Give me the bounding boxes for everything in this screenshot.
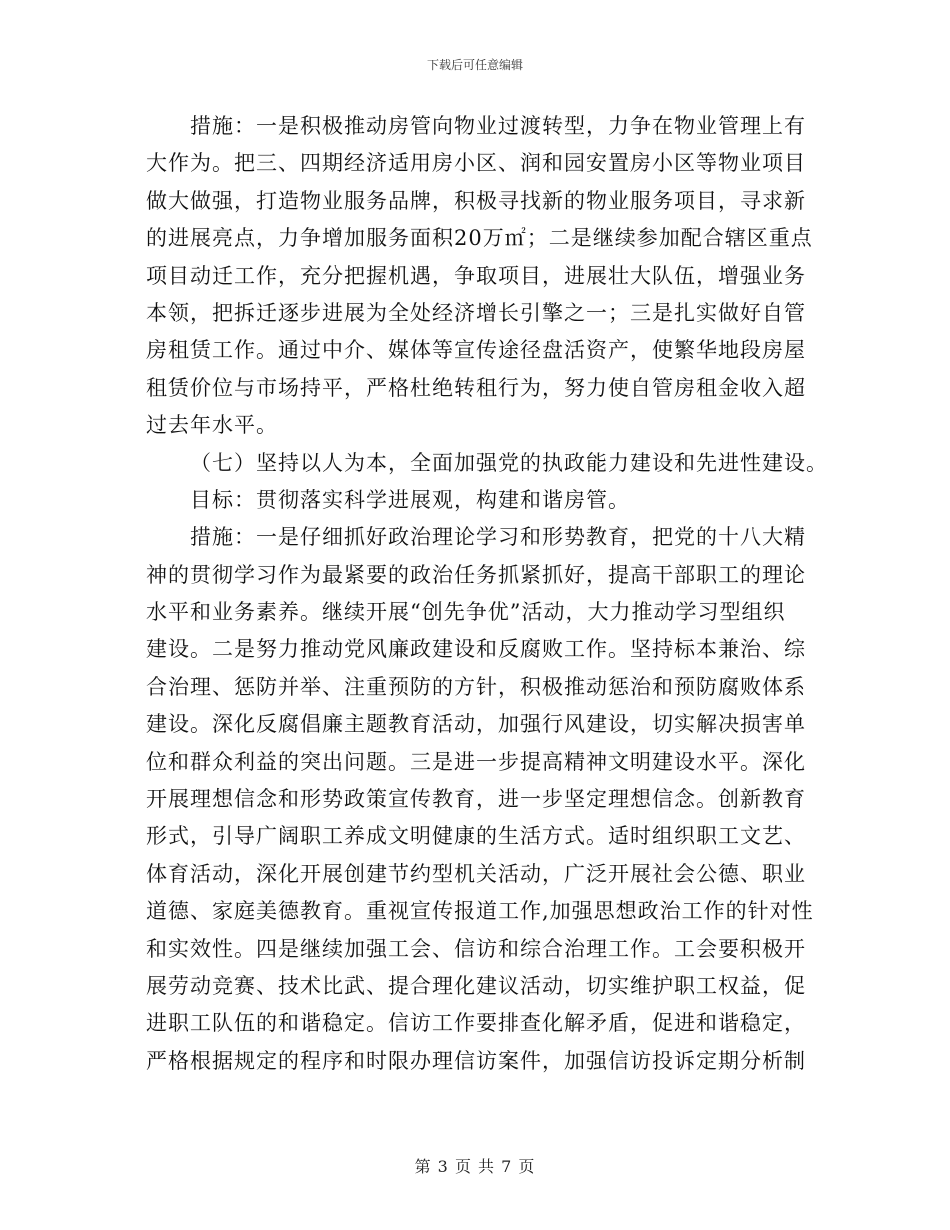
body-line: 进职工队伍的和谐稳定。信访工作要排查化解矛盾，促进和谐稳定， bbox=[146, 1011, 806, 1036]
body-line: 形式，引导广阔职工养成文明健康的生活方式。适时组织职工文艺、 bbox=[146, 824, 806, 849]
body-line: 神的贯彻学习作为最紧要的政治任务抓紧抓好，提高干部职工的理论 bbox=[146, 562, 806, 587]
body-line: 开展理想信念和形势政策宣传教育，进一步坚定理想信念。创新教育 bbox=[146, 787, 806, 812]
body-line: 展劳动竞赛、技术比武、提合理化建议活动，切实维护职工权益，促 bbox=[146, 973, 806, 998]
body-line: 措施：一是积极推动房管向物业过渡转型，力争在物业管理上有 bbox=[190, 114, 806, 138]
body-line: 项目动迁工作，充分把握机遇，争取项目，进展壮大队伍，增强业务 bbox=[146, 263, 806, 288]
body-line: 大作为。把三、四期经济适用房小区、润和园安置房小区等物业项目 bbox=[146, 151, 806, 176]
body-line: 本领，把拆迁逐步进展为全处经济增长引擎之一；三是扎实做好自管 bbox=[146, 300, 806, 325]
body-line: 租赁价位与市场持平，严格杜绝转租行为，努力使自管房租金收入超 bbox=[146, 375, 806, 400]
body-line: 目标：贯彻落实科学进展观，构建和谐房管。 bbox=[190, 487, 630, 512]
body-line: 严格根据规定的程序和时限办理信访案件，加强信访投诉定期分析制 bbox=[146, 1048, 806, 1073]
body-line: 合治理、惩防并举、注重预防的方针，积极推动惩治和预防腐败体系 bbox=[146, 674, 806, 699]
section-heading: （七）坚持以人为本，全面加强党的执政能力建设和先进性建设。 bbox=[190, 450, 828, 475]
body-line: 过去年水平。 bbox=[146, 413, 278, 438]
page-number: 第 3 页 共 7 页 bbox=[414, 1157, 536, 1176]
body-line: 措施：一是仔细抓好政治理论学习和形势教育，把党的十八大精 bbox=[190, 525, 806, 550]
body-line: 体育活动，深化开展创建节约型机关活动，广泛开展社会公德、职业 bbox=[146, 861, 806, 886]
body-line: 做大做强，打造物业服务品牌，积极寻找新的物业服务项目，寻求新 bbox=[146, 188, 806, 213]
body-line: 房租赁工作。通过中介、媒体等宣传途径盘活资产，使繁华地段房屋 bbox=[146, 338, 806, 363]
body-line: 水平和业务素养。继续开展“创先争优”活动，大力推动学习型组织 bbox=[146, 600, 786, 625]
document-body bbox=[146, 108, 828, 1080]
body-line: 和实效性。四是继续加强工会、信访和综合治理工作。工会要积极开 bbox=[146, 936, 806, 961]
body-line: 的进展亮点，力争增加服务面积20万㎡；二是继续参加配合辖区重点 bbox=[146, 226, 813, 251]
body-line: 建设。二是努力推动党风廉政建设和反腐败工作。坚持标本兼治、综 bbox=[146, 637, 806, 662]
body-line: 道德、家庭美德教育。重视宣传报道工作,加强思想政治工作的针对性 bbox=[146, 899, 814, 924]
page-header: 下载后可任意编辑 bbox=[426, 58, 523, 72]
body-line: 建设。深化反腐倡廉主题教育活动，加强行风建设，切实解决损害单 bbox=[146, 712, 806, 737]
body-line: 位和群众利益的突出问题。三是进一步提高精神文明建设水平。深化 bbox=[146, 749, 806, 774]
